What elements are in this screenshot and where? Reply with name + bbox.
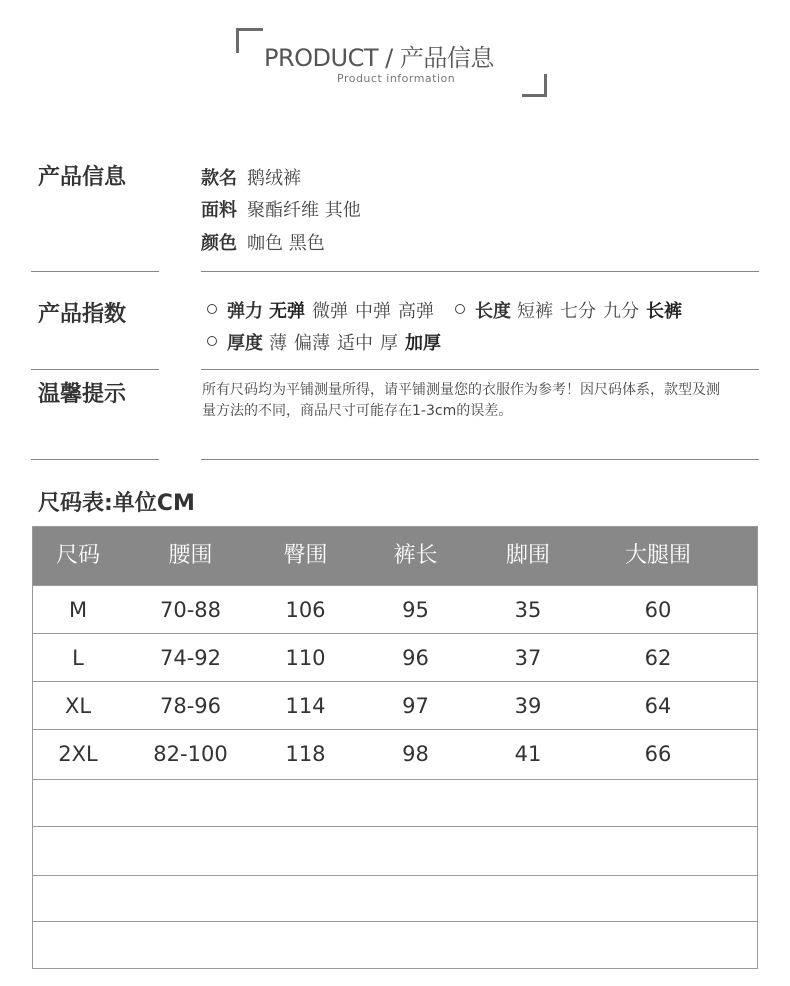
circle-bullet-icon [207,304,217,314]
index-key: 长度 [475,301,511,322]
table-cell: 70-88 [159,598,222,622]
table-cell: 98 [402,742,429,766]
table-cell: 66 [644,742,672,766]
table-cell: 37 [514,646,542,670]
table-cell: 74-92 [159,646,222,670]
index-option: 高弹 [398,301,434,322]
info-value: 咖色 黑色 [247,233,325,254]
table-cell: 2XL [58,742,98,766]
table-cell: 118 [285,742,326,766]
index-option: 短裤 [517,301,553,322]
header-corner-top-left [236,28,263,53]
info-key: 面料 [201,200,237,221]
table-row [33,633,757,682]
tips-label: 温馨提示 [38,382,127,407]
index-option: 适中 [337,333,373,354]
index-option: 薄 [269,333,287,354]
table-cell: XL [64,694,92,718]
tips-text: 所有尺码均为平铺测量所得，请平铺测量您的衣服作为参考！因尺码体系，款型及测量方法的不同，商品尺寸可能存在1-3cm的误差。 [202,382,720,419]
divider [201,271,759,272]
info-row-style [201,164,301,190]
table-header [33,527,757,585]
divider [31,271,159,272]
table-cell: 64 [644,694,672,718]
empty-table-row [33,826,757,874]
empty-table-row [33,875,757,922]
table-row [33,585,757,634]
info-key: 颜色 [201,233,237,254]
info-row-color [201,229,325,255]
info-row-fabric [201,196,361,222]
column-header: 腰围 [168,543,213,568]
size-table-title: 尺码表:单位CM [38,491,195,516]
column-header: 臀围 [283,543,328,568]
table-cell: 78-96 [159,694,222,718]
index-option: 厚 [380,333,398,354]
index-group-elasticity [207,297,441,323]
index-group-length [455,297,689,323]
header-title: PRODUCT / 产品信息 [264,44,494,72]
table-cell: M [68,598,88,622]
circle-bullet-icon [207,336,217,346]
product-info-label: 产品信息 [38,165,127,190]
table-cell: 96 [402,646,429,670]
table-cell: 95 [402,598,429,622]
divider [201,369,759,370]
column-header: 大腿围 [624,543,691,568]
index-row-1 [207,297,703,323]
size-table [32,526,758,969]
header-subtitle: Product information [337,72,456,85]
info-value: 聚酯纤维 其他 [247,200,361,221]
index-option: 长裤 [646,301,682,322]
circle-bullet-icon [455,304,465,314]
info-key: 款名 [201,168,237,189]
table-cell: 110 [285,646,326,670]
index-option: 无弹 [269,301,305,322]
index-key: 厚度 [227,333,263,354]
index-row-2 [207,329,462,355]
divider [31,459,159,460]
divider [201,459,759,460]
divider [31,369,159,370]
index-option: 微弹 [312,301,348,322]
table-cell: 39 [514,694,542,718]
product-index-label: 产品指数 [38,302,127,327]
table-cell: 41 [514,742,542,766]
table-cell: 106 [285,598,326,622]
table-row [33,681,757,730]
header-corner-bottom-right [522,74,547,97]
table-cell: 35 [514,598,542,622]
empty-table-row [33,921,757,969]
table-cell: 60 [644,598,672,622]
index-option: 加厚 [405,333,441,354]
table-cell: 114 [285,694,326,718]
info-value: 鹅绒裤 [247,168,301,189]
index-option: 七分 [560,301,596,322]
index-option: 偏薄 [294,333,330,354]
column-header: 脚围 [505,543,550,568]
table-cell: 97 [402,694,429,718]
column-header: 尺码 [55,543,100,568]
table-cell: 62 [644,646,672,670]
index-option: 九分 [603,301,639,322]
index-key: 弹力 [227,301,263,322]
index-option: 中弹 [355,301,391,322]
table-cell: 82-100 [153,742,228,766]
index-group-thickness [207,329,448,355]
empty-table-row [33,779,757,827]
table-cell: L [72,646,84,670]
table-row [33,729,757,778]
column-header: 裤长 [393,543,438,568]
